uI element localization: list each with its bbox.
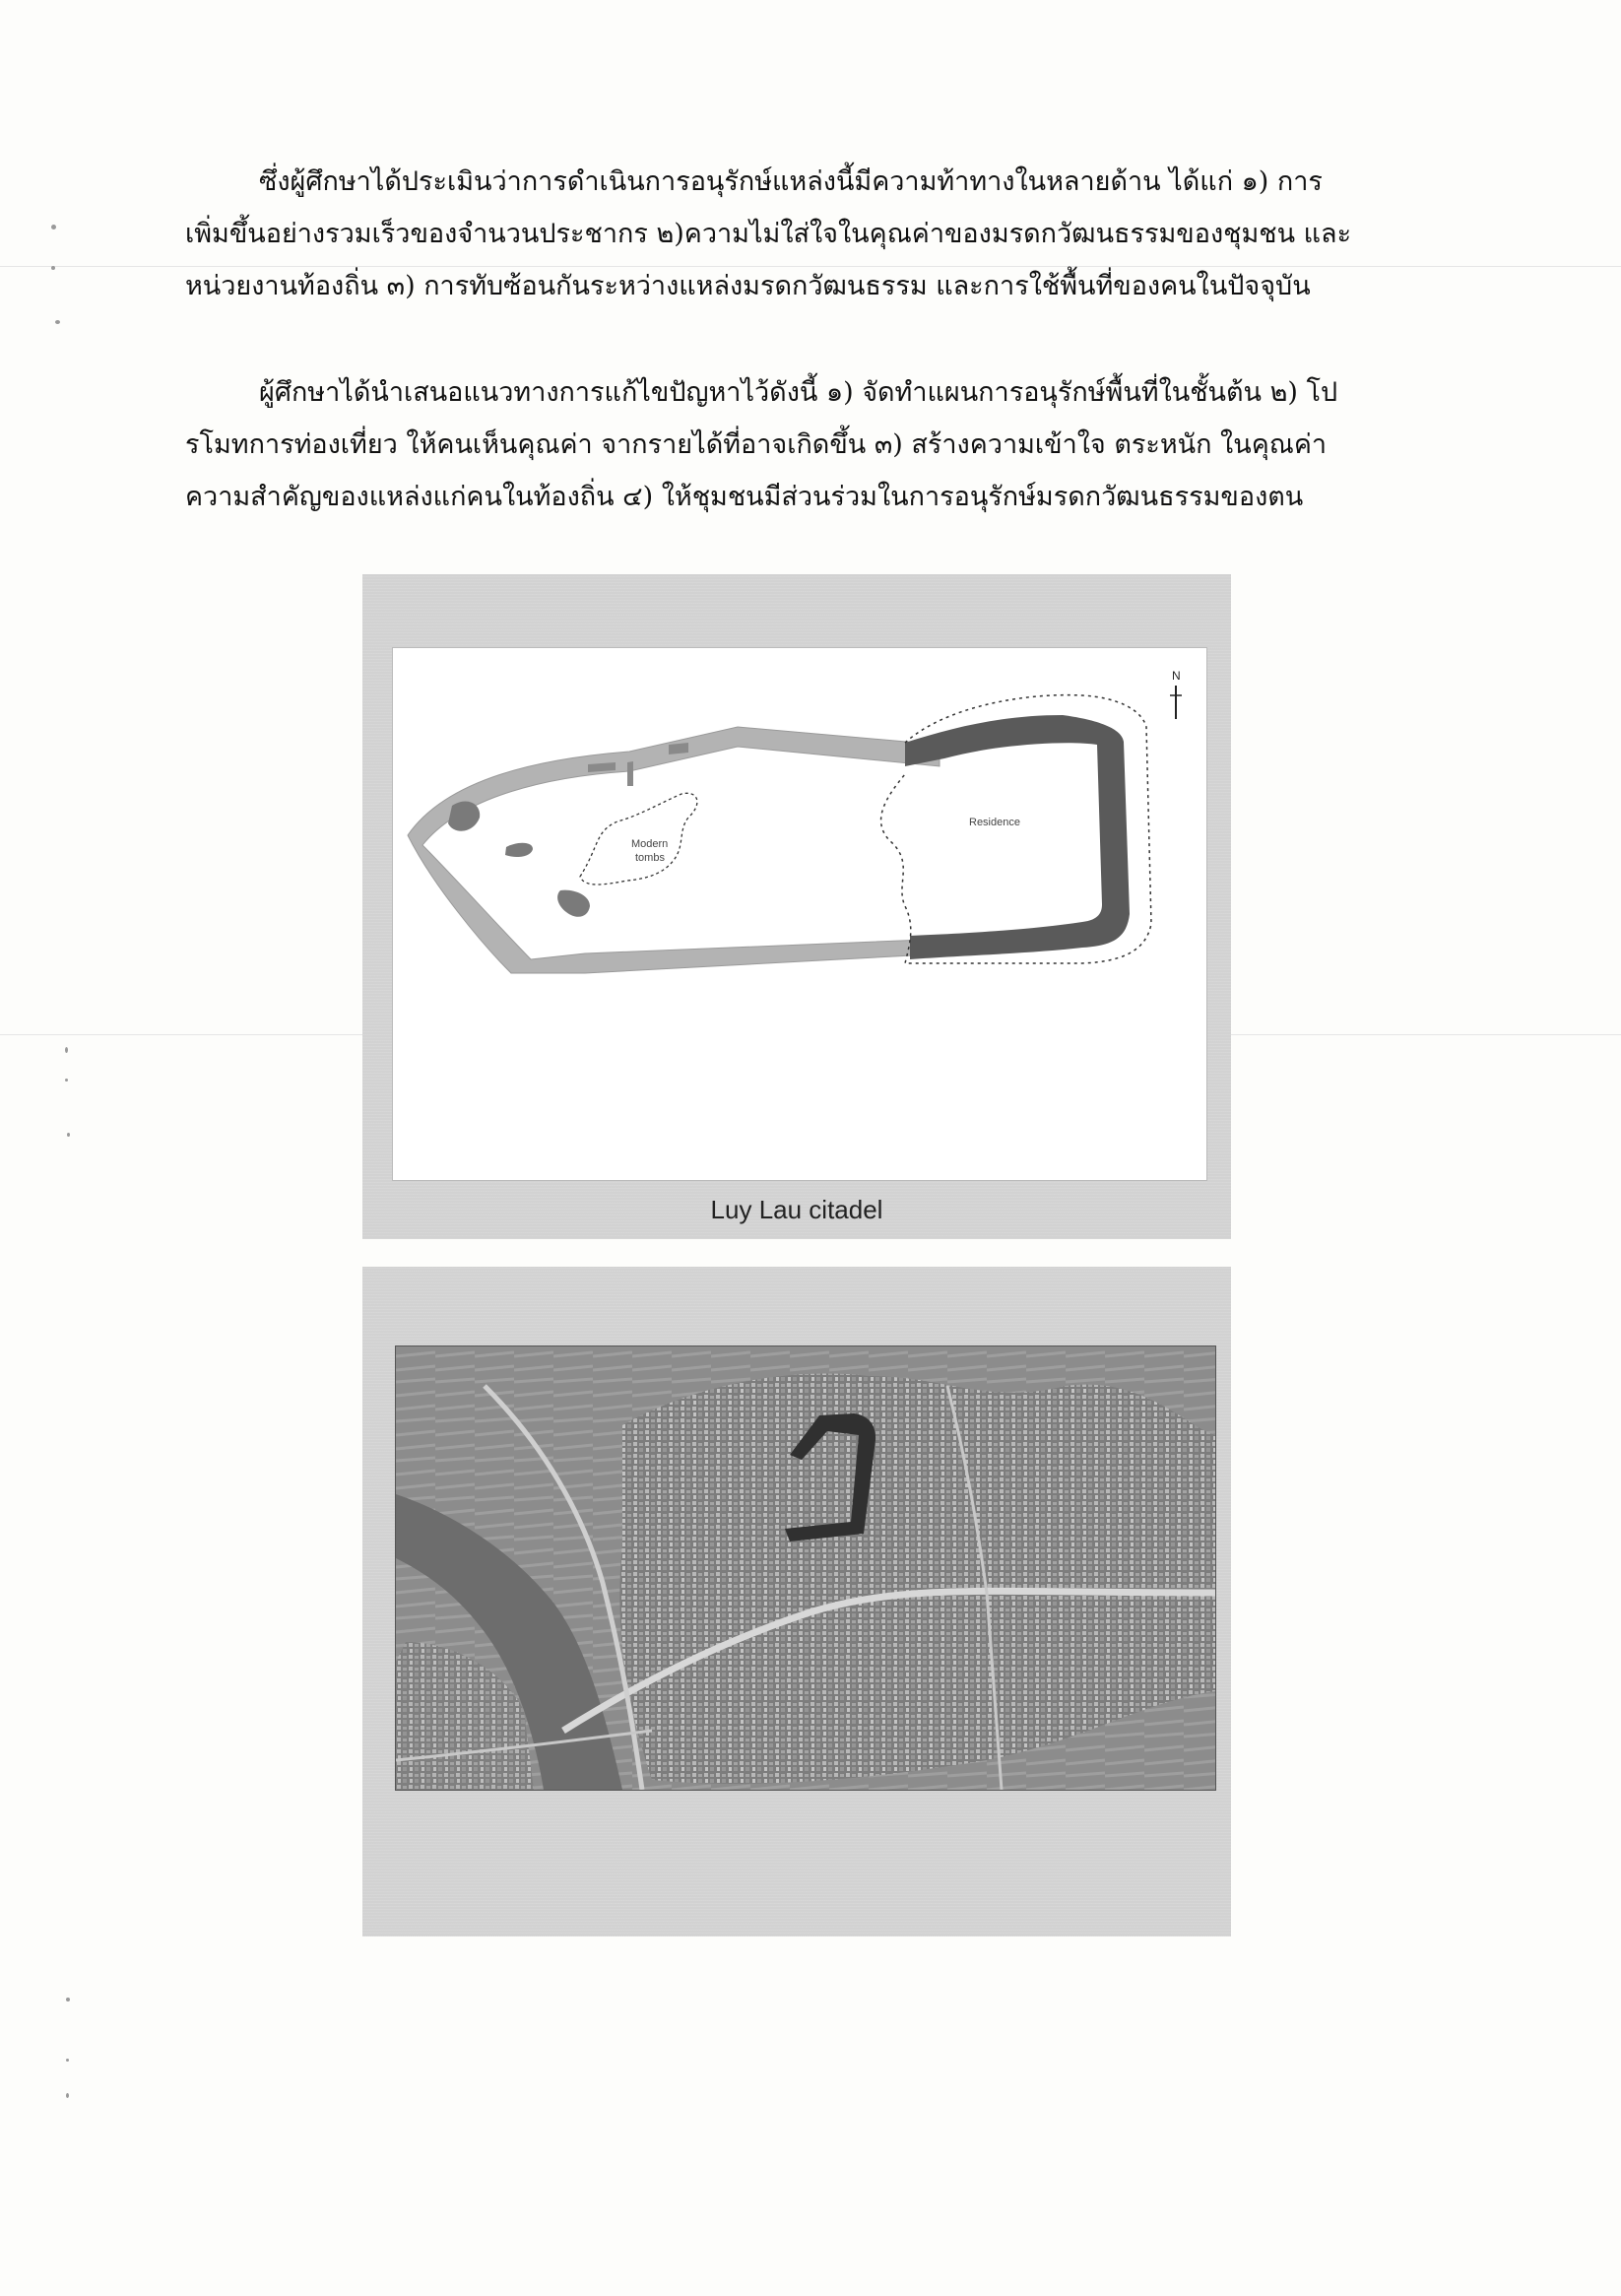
paragraph-line: รโมทการท่องเที่ยว ให้คนเห็นคุณค่า จากรายได้ที่อาจเกิดขึ้น ๓) สร้างความเข้าใจ ตระหนัก ในคุณค่า [185,429,1328,460]
citadel-plan-drawing [393,648,1206,1180]
modern-tombs-label-line1: Modern [631,838,669,850]
scan-speck [66,2059,69,2062]
figure-caption: Luy Lau citadel [710,1195,883,1224]
citadel-west-wall [408,727,949,973]
paragraph-line: เพิ่มขึ้นอย่างรวมเร็วของจำนวนประชากร ๒)ความไม่ใส่ใจในคุณค่าของมรดกวัฒนธรรมของชุมชน และ [185,219,1352,249]
scan-speck [66,1998,70,2001]
citadel-east-wall [905,715,1130,959]
scan-speck [66,2093,69,2098]
scan-speck [51,266,55,270]
citadel-plan-map [392,647,1207,1181]
figure-aerial-photo [362,1267,1231,1936]
north-arrow-icon [1170,669,1182,719]
interior-mound [505,843,533,857]
north-label: N [1172,669,1181,683]
figure-citadel-plan [362,574,1231,1239]
paragraph-line: ความสำคัญของแหล่งแก่คนในท้องถิ่น ๔) ให้ชุมชนมีส่วนร่วมในการอนุรักษ์มรดกวัฒนธรรมของตน [185,482,1304,512]
aerial-satellite-image [395,1345,1216,1791]
scan-speck [65,1079,68,1082]
scan-speck [55,320,60,324]
interior-mound [627,761,633,786]
scan-speck [65,1047,68,1053]
aerial-image-drawing [396,1346,1215,1790]
interior-mound [669,743,688,754]
residence-label: Residence [969,817,1020,828]
interior-mound [557,890,590,917]
paragraph-line: ผู้ศึกษาได้นำเสนอแนวทางการแก้ไขปัญหาไว้ดังนี้ ๑) จัดทำแผนการอนุรักษ์พื้นที่ในชั้นต้น ๒) โป [259,377,1338,408]
paragraph-challenges [185,156,1406,312]
paragraph-solutions [185,366,1406,523]
scan-speck [67,1133,70,1137]
scan-speck [51,225,56,230]
paragraph-line: ซึ่งผู้ศึกษาได้ประเมินว่าการดำเนินการอนุรักษ์แหล่งนี้มีความท้าทางในหลายด้าน ได้แก่ ๑) การ [259,166,1323,197]
modern-tombs-label-line2: tombs [635,852,665,864]
interior-mound [448,802,480,831]
paragraph-line: หน่วยงานท้องถิ่น ๓) การทับซ้อนกันระหว่างแหล่งมรดกวัฒนธรรม และการใช้พื้นที่ของคนในปัจจุบัน [185,271,1311,301]
